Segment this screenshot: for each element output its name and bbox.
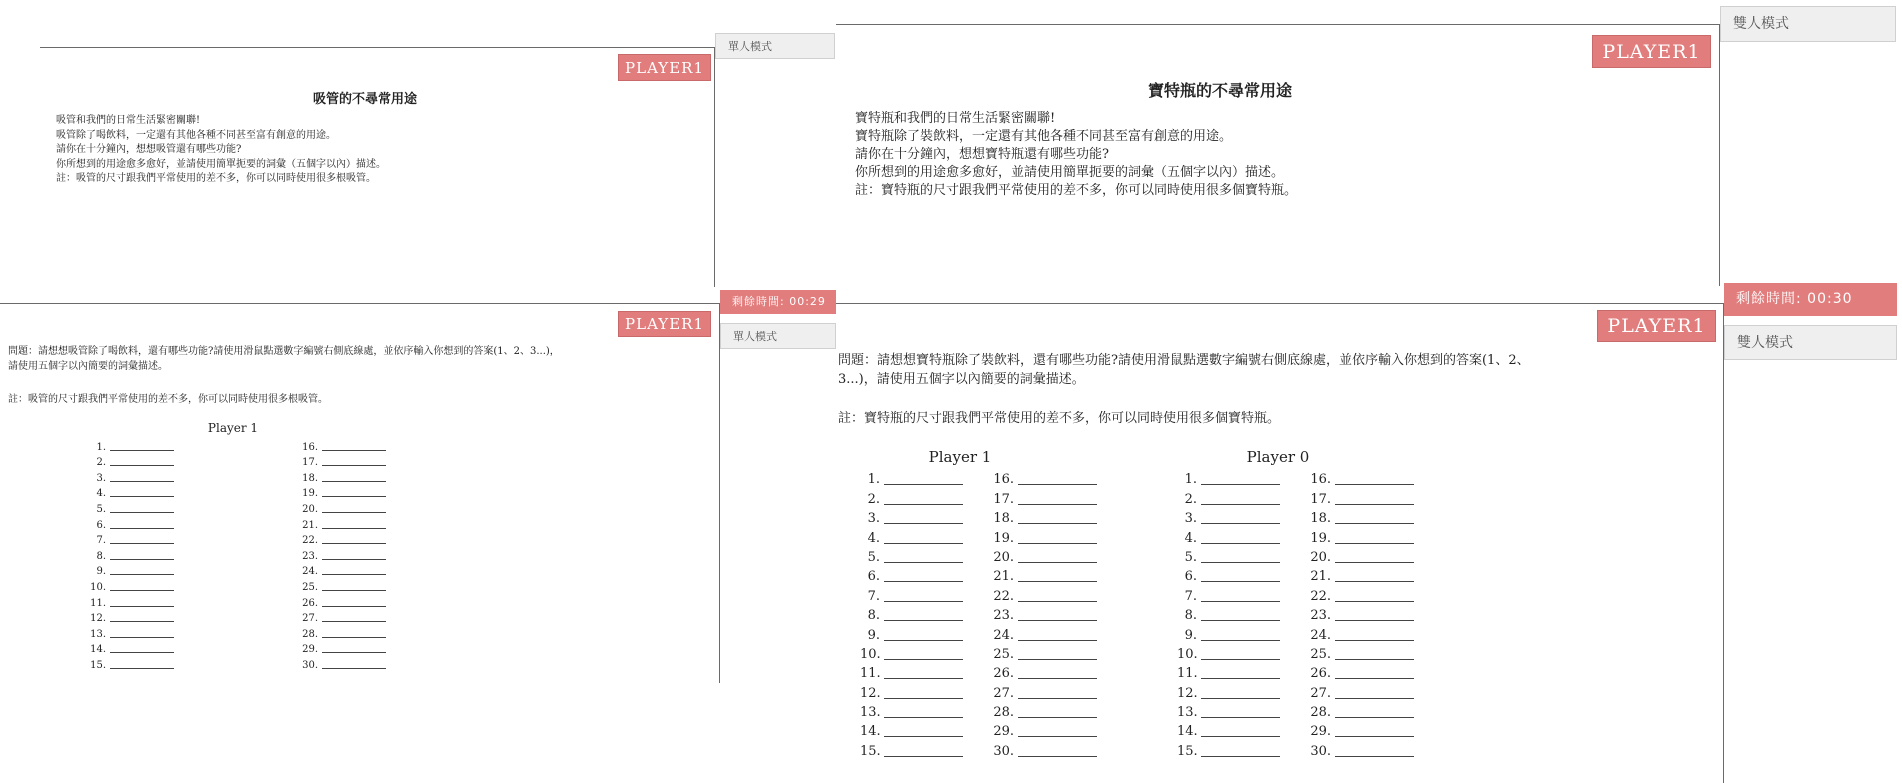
answer-number: 8.	[867, 608, 880, 624]
answer-number: 1.	[96, 441, 106, 453]
answer-input[interactable]	[110, 595, 174, 607]
answer-number: 12.	[90, 613, 106, 625]
answer-input[interactable]	[884, 664, 963, 679]
page-title-tl: 吸管的不尋常用途	[312, 92, 417, 107]
answer-input[interactable]	[110, 611, 174, 623]
answer-row	[80, 437, 174, 453]
answer-number: 9.	[867, 627, 880, 643]
answer-row	[80, 484, 174, 500]
answer-input[interactable]	[322, 611, 386, 623]
answer-number: 5.	[1184, 549, 1197, 565]
answer-column-br-4	[1307, 468, 1414, 759]
answer-number: 7.	[1184, 588, 1197, 604]
answer-number: 25.	[993, 646, 1014, 662]
answer-row	[80, 593, 174, 609]
answer-row	[860, 681, 963, 700]
answer-input[interactable]	[322, 439, 386, 451]
answer-number: 16.	[993, 472, 1014, 488]
answer-number: 30.	[993, 743, 1014, 759]
answer-input[interactable]	[1018, 645, 1097, 660]
answer-input[interactable]	[110, 657, 174, 669]
answer-row	[292, 593, 386, 609]
answer-row	[1307, 643, 1414, 662]
answer-input[interactable]	[110, 455, 174, 467]
answer-row	[80, 468, 174, 484]
answer-input[interactable]	[1335, 664, 1414, 679]
answer-row	[292, 624, 386, 640]
answer-number: 16.	[302, 441, 318, 453]
answer-row	[990, 565, 1097, 584]
answer-number: 5.	[96, 503, 106, 515]
answer-row	[1177, 584, 1280, 603]
answer-input[interactable]	[322, 486, 386, 498]
answer-row	[990, 739, 1097, 758]
answer-row	[1177, 468, 1280, 487]
answer-input[interactable]	[884, 567, 963, 582]
answer-number: 26.	[1310, 666, 1331, 682]
answer-row	[1177, 662, 1280, 681]
answer-number: 2.	[96, 457, 106, 469]
note-text-br: 註：寶特瓶的尺寸跟我們平常使用的差不多，你可以同時使用很多個寶特瓶。	[838, 411, 1281, 426]
answer-input[interactable]	[322, 517, 386, 529]
answer-number: 28.	[993, 705, 1014, 721]
answer-number: 14.	[1177, 724, 1198, 740]
answer-input[interactable]	[110, 517, 174, 529]
answer-input[interactable]	[1335, 683, 1414, 698]
answer-input[interactable]	[1335, 703, 1414, 718]
intro-text-tl: 吸管和我們的日常生活緊密關聯! 吸管除了喝飲料，一定還有其他各種不同甚至富有創意的用途。 請你在十分鐘內，想想吸管還有哪些功能? 你所想到的用途愈多愈好，並請使用簡單扼要的詞彙（五個字以內）描述。 註：吸管的尺寸跟我們平常使用的差不多，你可以同時使用很多根吸管。	[56, 115, 386, 184]
answer-number: 13.	[1177, 705, 1198, 721]
answer-row	[1307, 584, 1414, 603]
player-badge-tl: PLAYER1	[618, 54, 711, 81]
answer-input[interactable]	[110, 486, 174, 498]
answer-row	[1177, 526, 1280, 545]
answer-number: 14.	[90, 644, 106, 656]
answer-number: 24.	[302, 566, 318, 578]
answer-input[interactable]	[1201, 470, 1280, 485]
answer-row	[1307, 526, 1414, 545]
answer-number: 4.	[1184, 530, 1197, 546]
answer-row	[990, 468, 1097, 487]
answer-number: 26.	[302, 597, 318, 609]
answer-input[interactable]	[884, 703, 963, 718]
answer-number: 2.	[1184, 491, 1197, 507]
answer-row	[80, 640, 174, 656]
answer-input[interactable]	[110, 548, 174, 560]
answer-input[interactable]	[322, 595, 386, 607]
answer-number: 18.	[1310, 511, 1331, 527]
answer-row	[990, 526, 1097, 545]
answer-row	[1177, 507, 1280, 526]
answer-row	[860, 701, 963, 720]
answer-input[interactable]	[322, 470, 386, 482]
answer-input[interactable]	[322, 548, 386, 560]
mode-tab-double-br[interactable]: 雙人模式	[1724, 325, 1897, 360]
answer-number: 1.	[1184, 472, 1197, 488]
answer-row	[80, 562, 174, 578]
answer-number: 3.	[1184, 511, 1197, 527]
timer-tr: 剩餘時間: 00:30	[1724, 283, 1897, 316]
answer-column-br-2	[990, 468, 1097, 759]
answer-input[interactable]	[1018, 470, 1097, 485]
mode-tab-double-tr[interactable]: 雙人模式	[1720, 6, 1896, 42]
answer-row	[80, 577, 174, 593]
answer-number: 6.	[96, 519, 106, 531]
answer-column-bl-1	[80, 437, 174, 671]
answer-input[interactable]	[1018, 722, 1097, 737]
answer-row	[80, 453, 174, 469]
answer-row	[80, 624, 174, 640]
answer-row	[860, 507, 963, 526]
answer-row	[292, 609, 386, 625]
answer-row	[860, 584, 963, 603]
answer-row	[860, 720, 963, 739]
answer-row	[990, 584, 1097, 603]
answer-row	[80, 609, 174, 625]
answer-input[interactable]	[1018, 509, 1097, 524]
answer-number: 11.	[860, 666, 881, 682]
answer-number: 17.	[302, 457, 318, 469]
answer-row	[860, 526, 963, 545]
answer-input[interactable]	[1201, 509, 1280, 524]
answer-input[interactable]	[884, 722, 963, 737]
player-badge-tr: PLAYER1	[1592, 35, 1711, 68]
answer-number: 18.	[993, 511, 1014, 527]
answer-input[interactable]	[884, 509, 963, 524]
answer-input[interactable]	[1201, 567, 1280, 582]
answer-row	[1177, 681, 1280, 700]
answer-row	[292, 453, 386, 469]
answer-row	[1307, 507, 1414, 526]
answer-row	[860, 468, 963, 487]
answer-input[interactable]	[1018, 683, 1097, 698]
answer-number: 21.	[1310, 569, 1331, 585]
answer-input[interactable]	[1018, 528, 1097, 543]
answer-number: 20.	[993, 549, 1014, 565]
answer-number: 8.	[96, 550, 106, 562]
answer-row	[860, 643, 963, 662]
answer-number: 11.	[1177, 666, 1198, 682]
answer-input[interactable]	[1335, 625, 1414, 640]
answer-number: 7.	[867, 588, 880, 604]
answer-number: 24.	[1310, 627, 1331, 643]
answer-row	[292, 640, 386, 656]
answer-input[interactable]	[884, 489, 963, 504]
answer-row	[860, 604, 963, 623]
question-text-br: 問題：請想想寶特瓶除了裝飲料，還有哪些功能?請使用滑鼠點選數字編號右側底線處，並依序輸入你想到的答案(1、2、 3...)，請使用五個字以內簡要的詞彙描述。	[838, 353, 1530, 387]
answer-input[interactable]	[884, 470, 963, 485]
answer-input[interactable]	[322, 579, 386, 591]
answer-input[interactable]	[110, 564, 174, 576]
answer-input[interactable]	[322, 642, 386, 654]
answer-input[interactable]	[322, 564, 386, 576]
answer-input[interactable]	[1018, 664, 1097, 679]
answer-row	[1307, 468, 1414, 487]
intro-text-tr: 寶特瓶和我們的日常生活緊密關聯! 寶特瓶除了裝飲料，一定還有其他各種不同甚至富有創意的用途。 請你在十分鐘內，想想寶特瓶還有哪些功能? 你所想到的用途愈多愈好，並請使用簡單扼要的詞彙（五個字以內）描述。 註：寶特瓶的尺寸跟我們平常使用的差不多，你可以同時使用很多個寶特瓶。	[855, 111, 1298, 198]
answer-number: 22.	[993, 588, 1014, 604]
answer-number: 24.	[993, 627, 1014, 643]
answer-number: 14.	[860, 724, 881, 740]
answer-row	[860, 623, 963, 642]
answer-row	[1177, 739, 1280, 758]
answer-input[interactable]	[1201, 625, 1280, 640]
answer-row	[292, 468, 386, 484]
answer-input[interactable]	[1201, 528, 1280, 543]
answer-row	[990, 623, 1097, 642]
answer-number: 29.	[302, 644, 318, 656]
answer-number: 15.	[860, 743, 881, 759]
question-text-bl: 問題：請想想吸管除了喝飲料，還有哪些功能?請使用滑鼠點選數字編號右側底線處，並依序輸入你想到的答案(1、2、3...)， 請使用五個字以內簡要的詞彙描述。	[8, 346, 560, 372]
answer-number: 3.	[96, 472, 106, 484]
answer-input[interactable]	[110, 439, 174, 451]
answer-row	[80, 499, 174, 515]
answer-row	[1307, 546, 1414, 565]
answer-number: 29.	[1310, 724, 1331, 740]
answer-input[interactable]	[884, 683, 963, 698]
answer-row	[1177, 487, 1280, 506]
answer-input[interactable]	[1201, 548, 1280, 563]
answer-input[interactable]	[1201, 586, 1280, 601]
answer-row	[990, 507, 1097, 526]
answer-number: 9.	[1184, 627, 1197, 643]
answer-row	[1177, 546, 1280, 565]
answer-number: 21.	[302, 519, 318, 531]
answer-input[interactable]	[1335, 528, 1414, 543]
answer-number: 4.	[96, 488, 106, 500]
answer-input[interactable]	[1201, 722, 1280, 737]
answer-number: 1.	[867, 472, 880, 488]
answer-input[interactable]	[110, 533, 174, 545]
answer-row	[292, 437, 386, 453]
answer-number: 19.	[993, 530, 1014, 546]
answer-number: 30.	[302, 659, 318, 671]
answer-row	[1307, 739, 1414, 758]
answer-row	[990, 643, 1097, 662]
answer-column-bl-2	[292, 437, 386, 671]
player-label-br-b: Player 0	[1246, 448, 1310, 466]
answer-input[interactable]	[110, 579, 174, 591]
answer-row	[990, 546, 1097, 565]
answer-input[interactable]	[884, 586, 963, 601]
answer-row	[990, 487, 1097, 506]
answer-input[interactable]	[1201, 664, 1280, 679]
answer-number: 15.	[1177, 743, 1198, 759]
player-badge-br: PLAYER1	[1597, 310, 1716, 342]
answer-input[interactable]	[1018, 703, 1097, 718]
answer-row	[80, 546, 174, 562]
answer-number: 10.	[90, 581, 106, 593]
answer-row	[860, 565, 963, 584]
answer-number: 13.	[90, 628, 106, 640]
answer-row	[292, 562, 386, 578]
answer-row	[860, 739, 963, 758]
answer-input[interactable]	[110, 642, 174, 654]
answer-row	[860, 487, 963, 506]
answer-row	[990, 720, 1097, 739]
answer-row	[80, 515, 174, 531]
answer-number: 9.	[96, 566, 106, 578]
answer-row	[1177, 604, 1280, 623]
answer-input[interactable]	[1335, 567, 1414, 582]
answer-row	[1307, 623, 1414, 642]
answer-number: 20.	[1310, 549, 1331, 565]
answer-number: 22.	[302, 535, 318, 547]
answer-row	[990, 681, 1097, 700]
answer-number: 17.	[993, 491, 1014, 507]
answer-input[interactable]	[1335, 586, 1414, 601]
answer-input[interactable]	[322, 455, 386, 467]
answer-number: 8.	[1184, 608, 1197, 624]
answer-row	[80, 655, 174, 671]
answer-input[interactable]	[1335, 645, 1414, 660]
answer-row	[292, 515, 386, 531]
answer-input[interactable]	[1018, 606, 1097, 621]
answer-number: 17.	[1310, 491, 1331, 507]
answer-number: 13.	[860, 705, 881, 721]
answer-row	[1177, 565, 1280, 584]
answer-row	[80, 531, 174, 547]
answer-row	[1307, 720, 1414, 739]
player-badge-bl: PLAYER1	[618, 311, 711, 337]
answer-input[interactable]	[1335, 548, 1414, 563]
answer-number: 23.	[1310, 608, 1331, 624]
answer-row	[1177, 720, 1280, 739]
answer-input[interactable]	[884, 741, 963, 756]
answer-number: 19.	[1310, 530, 1331, 546]
answer-input[interactable]	[1018, 586, 1097, 601]
player-label-bl: Player 1	[207, 421, 259, 435]
answer-number: 26.	[993, 666, 1014, 682]
answer-input[interactable]	[1335, 470, 1414, 485]
answer-row	[990, 701, 1097, 720]
answer-input[interactable]	[1018, 741, 1097, 756]
answer-row	[292, 484, 386, 500]
answer-input[interactable]	[1335, 489, 1414, 504]
answer-row	[1307, 565, 1414, 584]
answer-input[interactable]	[1335, 722, 1414, 737]
answer-number: 10.	[860, 646, 881, 662]
answer-number: 6.	[1184, 569, 1197, 585]
answer-input[interactable]	[1335, 509, 1414, 524]
answer-input[interactable]	[322, 626, 386, 638]
answer-input[interactable]	[110, 626, 174, 638]
answer-input[interactable]	[110, 501, 174, 513]
page-title-tr: 寶特瓶的不尋常用途	[1147, 81, 1292, 100]
answer-row	[1307, 662, 1414, 681]
answer-column-br-3	[1177, 468, 1280, 759]
answer-number: 16.	[1310, 472, 1331, 488]
answer-row	[1177, 643, 1280, 662]
answer-input[interactable]	[1335, 741, 1414, 756]
answer-number: 21.	[993, 569, 1014, 585]
answer-number: 25.	[302, 581, 318, 593]
answer-input[interactable]	[1201, 606, 1280, 621]
mode-tab-single-tl[interactable]: 單人模式	[715, 33, 835, 59]
answer-row	[292, 577, 386, 593]
answer-row	[860, 662, 963, 681]
answer-number: 2.	[867, 491, 880, 507]
answer-number: 4.	[867, 530, 880, 546]
answer-number: 27.	[302, 613, 318, 625]
player-label-br-a: Player 1	[928, 448, 992, 466]
answer-number: 23.	[993, 608, 1014, 624]
answer-number: 5.	[867, 549, 880, 565]
answer-number: 29.	[993, 724, 1014, 740]
answer-row	[990, 604, 1097, 623]
answer-number: 7.	[96, 535, 106, 547]
answer-number: 12.	[1177, 685, 1198, 701]
answer-number: 27.	[1310, 685, 1331, 701]
answer-input[interactable]	[322, 657, 386, 669]
answer-input[interactable]	[1201, 683, 1280, 698]
answer-row	[292, 531, 386, 547]
answer-number: 30.	[1310, 743, 1331, 759]
answer-row	[1177, 701, 1280, 720]
answer-number: 3.	[867, 511, 880, 527]
mode-tab-single-bl[interactable]: 單人模式	[720, 323, 836, 349]
answer-input[interactable]	[1201, 489, 1280, 504]
answer-number: 28.	[302, 628, 318, 640]
answer-number: 23.	[302, 550, 318, 562]
answer-number: 11.	[90, 597, 106, 609]
answer-input[interactable]	[110, 470, 174, 482]
answer-input[interactable]	[1201, 645, 1280, 660]
answer-row	[292, 546, 386, 562]
answer-number: 10.	[1177, 646, 1198, 662]
answer-column-br-1	[860, 468, 963, 759]
answer-number: 18.	[302, 472, 318, 484]
answer-input[interactable]	[1201, 741, 1280, 756]
answer-number: 28.	[1310, 705, 1331, 721]
answer-number: 12.	[860, 685, 881, 701]
answer-number: 27.	[993, 685, 1014, 701]
timer-tl: 剩餘時間: 00:29	[720, 290, 836, 314]
answer-input[interactable]	[1018, 548, 1097, 563]
note-text-bl: 註：吸管的尺寸跟我們平常使用的差不多，你可以同時使用很多根吸管。	[8, 394, 328, 405]
answer-input[interactable]	[1018, 567, 1097, 582]
answer-row	[990, 662, 1097, 681]
answer-row	[1307, 487, 1414, 506]
answer-row	[1307, 604, 1414, 623]
answer-row	[1307, 701, 1414, 720]
answer-input[interactable]	[884, 625, 963, 640]
answer-input[interactable]	[884, 606, 963, 621]
answer-input[interactable]	[322, 533, 386, 545]
answer-input[interactable]	[1018, 489, 1097, 504]
answer-input[interactable]	[1201, 703, 1280, 718]
answer-row	[860, 546, 963, 565]
answer-number: 20.	[302, 503, 318, 515]
answer-row	[1177, 623, 1280, 642]
answer-row	[292, 655, 386, 671]
answer-number: 15.	[90, 659, 106, 671]
answer-input[interactable]	[884, 645, 963, 660]
answer-input[interactable]	[1018, 625, 1097, 640]
answer-number: 6.	[867, 569, 880, 585]
answer-row	[1307, 681, 1414, 700]
answer-number: 25.	[1310, 646, 1331, 662]
answer-number: 22.	[1310, 588, 1331, 604]
answer-input[interactable]	[322, 501, 386, 513]
answer-input[interactable]	[884, 528, 963, 543]
answer-row	[292, 499, 386, 515]
answer-input[interactable]	[1335, 606, 1414, 621]
answer-number: 19.	[302, 488, 318, 500]
answer-input[interactable]	[884, 548, 963, 563]
